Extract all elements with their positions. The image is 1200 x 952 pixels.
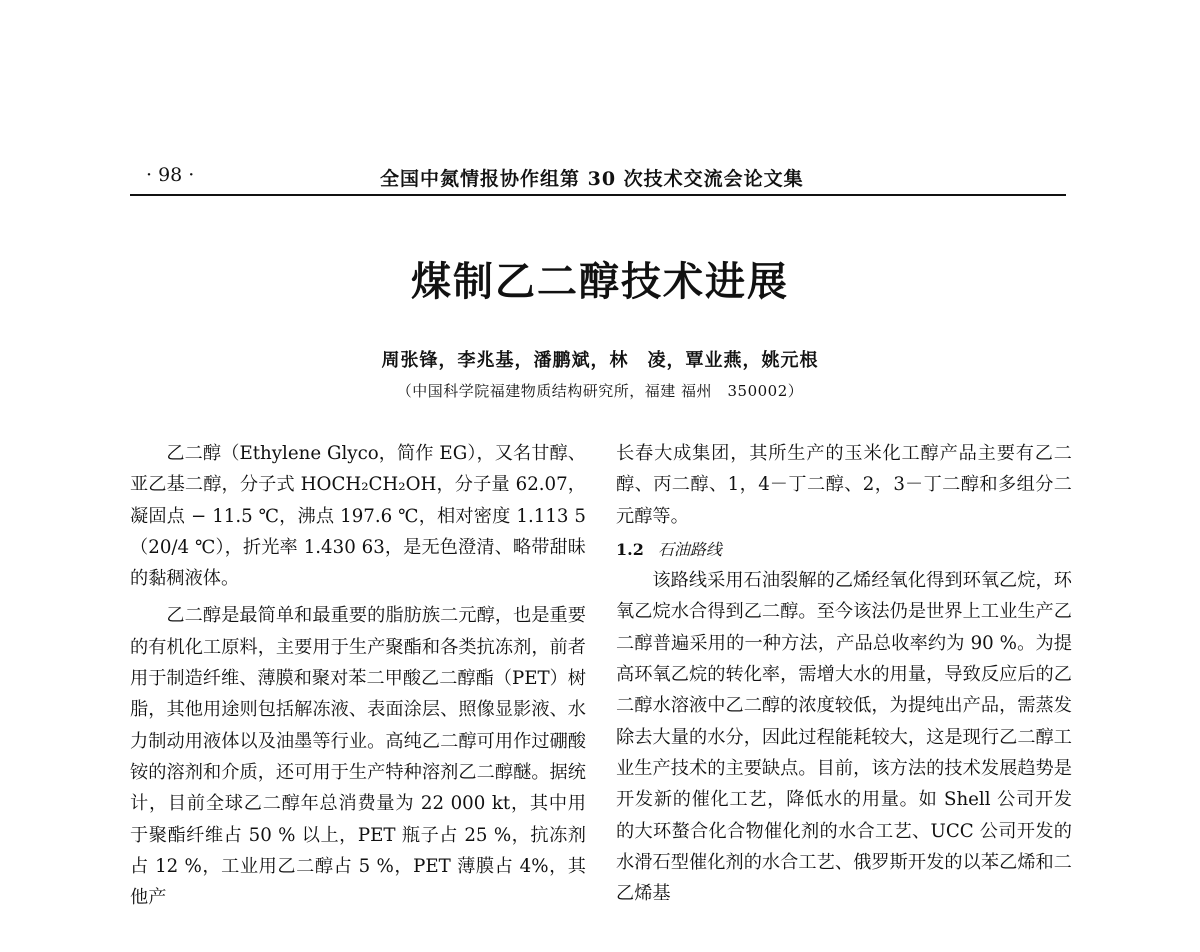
paper-title: 煤制乙二醇技术进展 <box>411 258 789 305</box>
paragraph: 长春大成集团，其所生产的玉米化工醇产品主要有乙二醇、丙二醇、1，4－丁二醇、2，3－丁二醇和多组分二元醇等。 <box>616 443 1072 527</box>
section-heading <box>616 534 1072 565</box>
section-title: 石油路线 <box>657 539 722 559</box>
paragraph: 乙二醇是最简单和最重要的脂肪族二元醇，也是重要的有机化工原料，主要用于生产聚酯和各类抗冻剂，前者用于制造纤维、薄膜和聚对苯二甲酸乙二醇酯（PET）树脂，其他用途则包括解冻液、表面涂层、照像显影液、水力制动用液体以及油墨等行业。高纯乙二醇可用作过硼酸铵的溶剂和介质，还可用于生产特种溶剂乙二醇醚。据统计，目前全球乙二醇年总消费量为 22 000 kt，其中用于聚酯纤维占 50 % 以上，PET 瓶子占 25 %，抗冻剂占 12 %，工业用乙二醇占 5 %，PET 薄膜占 4%，其他产 <box>130 605 586 909</box>
right-column <box>616 438 1072 909</box>
running-title: 全国中氮情报协作组第 30 次技术交流会论文集 <box>380 168 804 190</box>
affiliation: （中国科学院福建物质结构研究所，福建 福州 350002） <box>396 382 804 400</box>
author-list: 周张锋，李兆基，潘鹏斌，林 凌，覃业燕，姚元根 <box>381 350 819 371</box>
header-rule <box>130 194 1066 196</box>
section-number: 1.2 <box>616 539 644 559</box>
paragraph: 该路线采用石油裂解的乙烯经氧化得到环氧乙烷，环氧乙烷水合得到乙二醇。至今该法仍是世界上工业生产乙二醇普遍采用的一种方法，产品总收率约为 90 %。为提高环氧乙烷的转化率，需增大水的用量，导致反应后的乙二醇水溶液中乙二醇的浓度较低，为提纯出产品，需蒸发除去大量的水分，因此过程能耗较大，这是现行乙二醇工业生产技术的主要缺点。目前，该方法的技术发展趋势是开发新的催化工艺，降低水的用量。如 Shell 公司开发的大环螯合化合物催化剂的水合工艺、UCC 公司开发的水滑石型催化剂的水合工艺、俄罗斯开发的以苯乙烯和二乙烯基 <box>616 570 1072 905</box>
left-column <box>130 438 586 913</box>
page-header <box>130 160 1066 194</box>
paragraph: 乙二醇（Ethylene Glyco，简作 EG），又名甘醇、亚乙基二醇，分子式 HOCH₂CH₂OH，分子量 62.07，凝固点 − 11.5 ℃，沸点 197.6 ℃，相对密度 1.113 5（20/4 ℃），折光率 1.430 63，是无色澄清、略带甜昧的黏稠液体。 <box>130 443 586 590</box>
page-number: · 98 · <box>146 164 195 186</box>
